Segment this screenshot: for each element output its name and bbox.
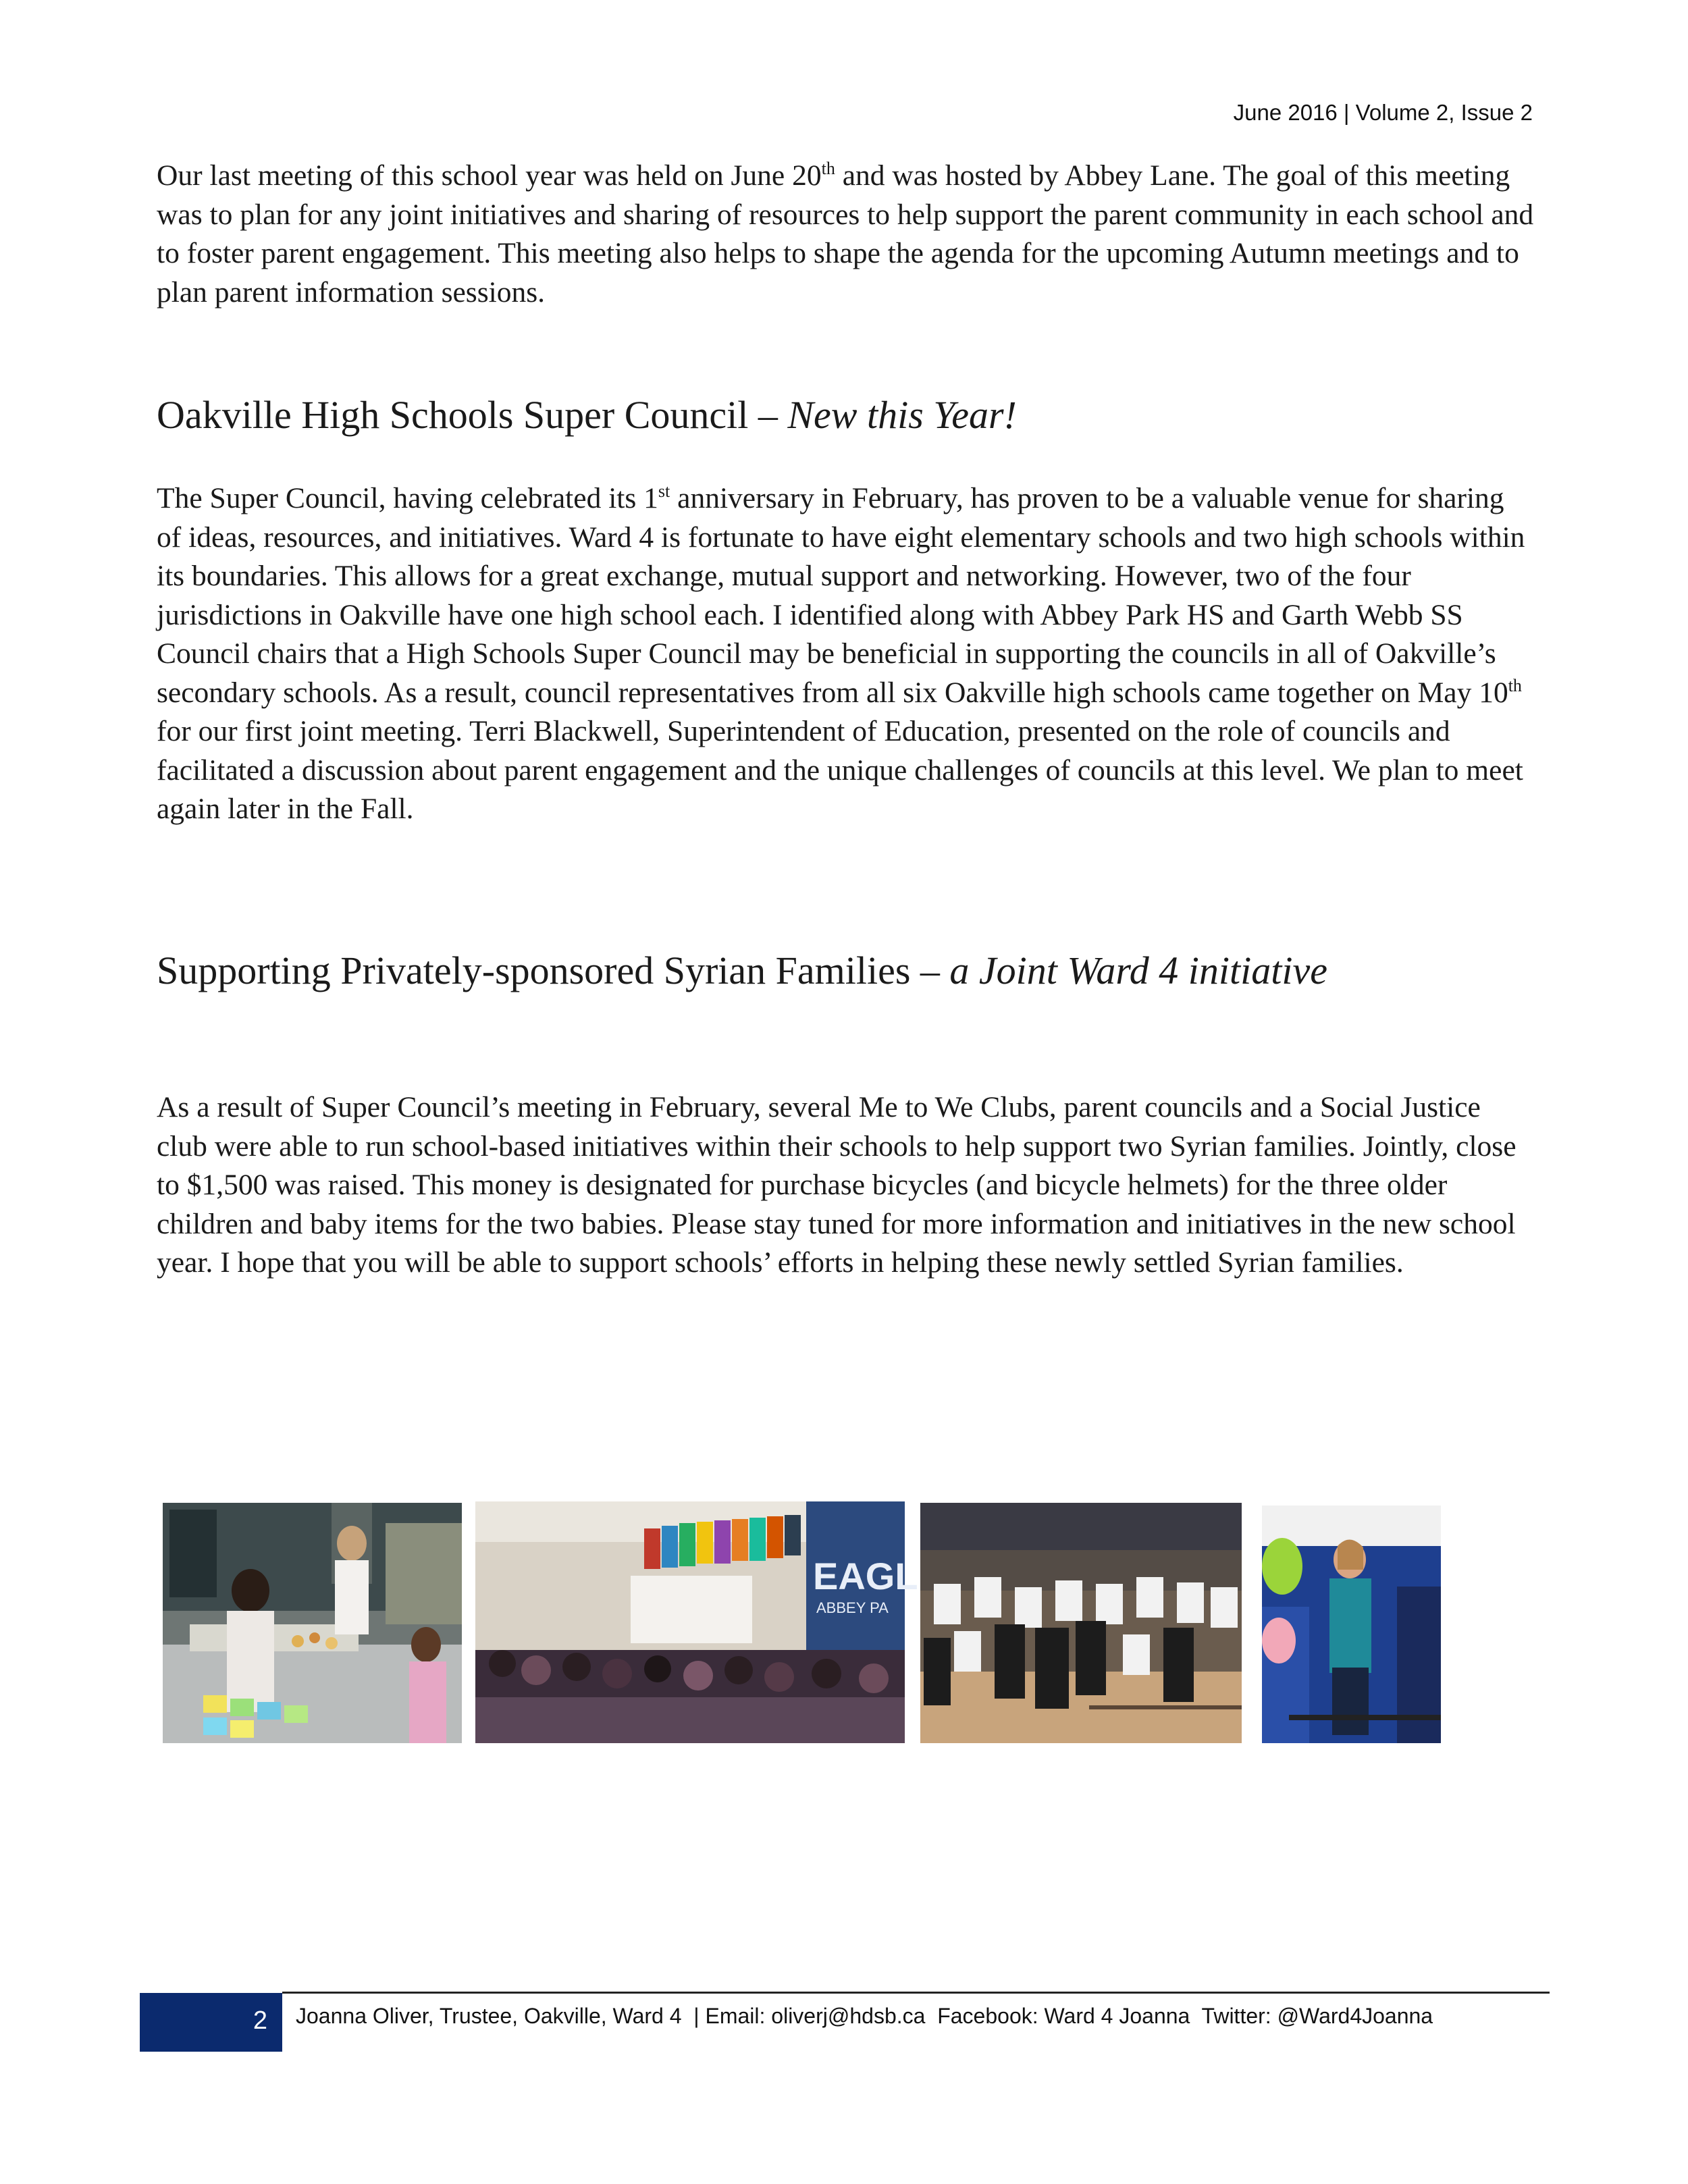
super-council-paragraph — [157, 479, 1534, 829]
heading-italic: a Joint Ward 4 initiative — [949, 949, 1327, 992]
section-heading-super-council — [157, 388, 1534, 442]
photo-sign-text: EAGL — [813, 1555, 918, 1597]
paragraph-text-2: anniversary in February, has proven to be a valuable venue for sharing of ideas, resources, and initiatives. Ward 4 is fortunate to have eight elementary schools and two high schools within its boundaries. This allows for a great exchange, mutual support and networking. However, two of the four jurisdictions in Oakville have one high school each. I identified along with Abbey Park HS and Garth Webb SS Council chairs that a High Schools Super Council may be beneficial in supporting the councils in all of Oakville’s secondary schools. As a result, council representatives from all six Oakville high schools came together on May 10 — [157, 482, 1525, 709]
photo-trustee-speaking — [1262, 1506, 1441, 1743]
photo-food-serving — [163, 1503, 462, 1743]
paragraph-text-1: The Super Council, having celebrated its 1 — [157, 482, 658, 514]
photo-student-assembly — [920, 1503, 1242, 1743]
page-number: 2 — [253, 2006, 267, 2035]
footer-rule — [282, 1992, 1550, 1994]
syrian-families-paragraph: As a result of Super Council’s meeting in February, several Me to We Clubs, parent councils and a Social Justice club were able to run school-based initiatives within their schools to help support two Syrian families. Jointly, close to $1,500 was raised. This money is designated for purchase bicycles (and bicycle helmets) for the three older children and baby items for the two babies. Please stay tuned for more information and initiatives in the new school year. I hope that you will be able to support schools’ efforts in helping these newly settled Syrian families. — [157, 1091, 1516, 1279]
paragraph-sup-2: th — [1508, 675, 1522, 695]
photo-council-meeting-gym — [475, 1501, 918, 1743]
heading-main: Supporting Privately-sponsored Syrian Families – — [157, 949, 950, 992]
intro-sup: th — [821, 159, 835, 178]
page-number-box — [140, 1993, 282, 2052]
intro-text-2: and was hosted by Abbey Lane. The goal of this meeting was to plan for any joint initiatives and sharing of resources to help support the parent community in each school and to foster parent engagement. This meeting also helps to shape the agenda for the upcoming Autumn meetings and to plan parent information sessions. — [157, 159, 1534, 309]
section-heading-syrian-families — [157, 944, 1534, 998]
intro-text-1: Our last meeting of this school year was held on June 20 — [157, 159, 822, 192]
issue-line: June 2016 | Volume 2, Issue 2 — [1233, 100, 1533, 125]
footer-contact: Joanna Oliver, Trustee, Oakville, Ward 4 | Email: oliverj@hdsb.ca Facebook: Ward 4 Joanna Twitter: @Ward4Joanna — [296, 2004, 1433, 2028]
heading-main: Oakville High Schools Super Council – — [157, 393, 788, 437]
paragraph-text-3: for our first joint meeting. Terri Blackwell, Superintendent of Education, presented on the role of councils and facilitated a discussion about parent engagement and the unique challenges of councils at this level. We plan to meet again later in the Fall. — [157, 715, 1523, 825]
intro-paragraph — [157, 157, 1534, 312]
photo-subsign-text: ABBEY PA — [816, 1599, 889, 1616]
paragraph-sup-1: st — [658, 481, 670, 501]
heading-italic: New this Year! — [787, 393, 1017, 437]
